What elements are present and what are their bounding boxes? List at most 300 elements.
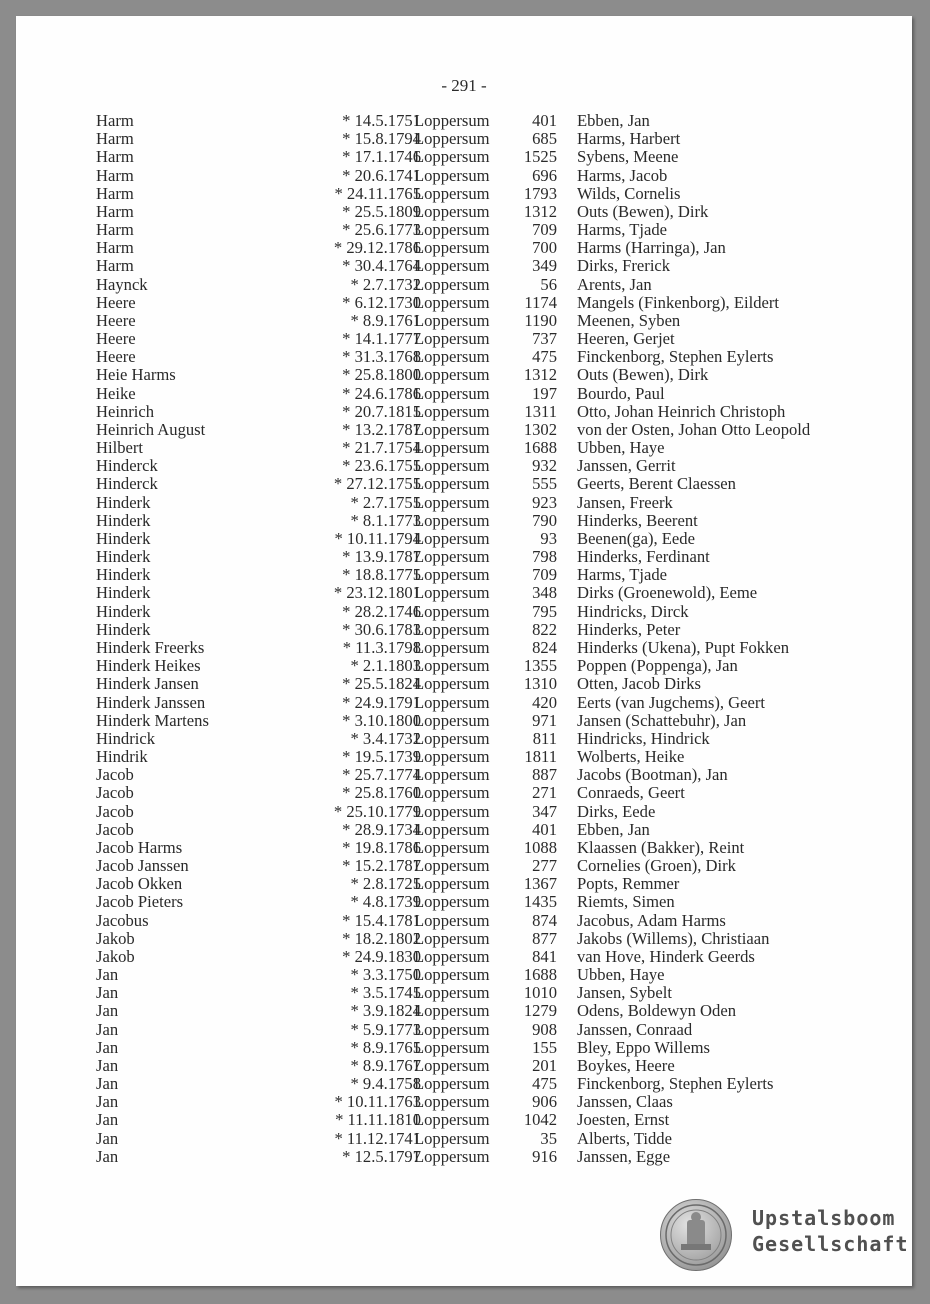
entry-parent: Hinderks (Ukena), Pupt Fokken [577,637,789,657]
entry-place: Loppersum [414,165,490,185]
entry-name: Jacob [96,765,134,785]
entry-row [16,475,912,493]
entry-place: Loppersum [414,619,490,639]
entry-name: Jacob [96,801,134,821]
entry-parent: Otten, Jacob Dirks [577,674,701,694]
entry-parent: Meenen, Syben [577,310,681,330]
entry-date: * 24.11.1765 [334,183,421,203]
entry-place: Loppersum [414,1001,490,1021]
entry-place: Loppersum [414,365,490,385]
seal-icon [660,1199,732,1271]
entry-row [16,821,912,839]
entry-number: 1367 [523,874,557,894]
entry-place: Loppersum [414,547,490,567]
entry-date: * 15.2.1787 [342,856,421,876]
entry-row [16,766,912,784]
entry-row [16,621,912,639]
logo-line-1: Upstalsboom [752,1206,896,1230]
entry-number: 1302 [523,419,557,439]
entry-parent: Bley, Eppo Willems [577,1037,710,1057]
entry-date: * 28.2.1746 [342,601,421,621]
entry-row [16,730,912,748]
entry-date: * 25.10.1779 [333,801,421,821]
entry-number: 1811 [524,747,557,767]
entry-parent: von der Osten, Johan Otto Leopold [577,419,811,439]
entry-parent: Dirks (Groenewold), Eeme [577,583,758,603]
entry-parent: Klaassen (Bakker), Reint [577,837,745,857]
entry-parent: Harms (Harringa), Jan [577,238,726,258]
entry-parent: Sybens, Meene [577,147,679,167]
entry-date: * 8.9.1761 [350,310,421,330]
entry-number: 347 [532,801,557,821]
entry-date: * 23.6.1755 [342,456,421,476]
entry-date: * 8.9.1767 [350,1055,421,1075]
entry-row [16,675,912,693]
entry-name: Jacobus [96,910,149,930]
entry-name: Jacob [96,819,134,839]
entry-number: 874 [532,910,557,930]
entry-name: Hinderck [96,474,158,494]
entry-row [16,1075,912,1093]
entry-parent: Wolberts, Heike [577,747,685,767]
entry-row [16,875,912,893]
entry-place: Loppersum [414,710,490,730]
entry-row [16,657,912,675]
entry-row [16,784,912,802]
entry-parent: Conraeds, Geert [577,783,685,803]
entry-name: Jan [96,1019,119,1039]
entry-name: Hinderk Freerks [96,637,205,657]
entry-parent: Janssen, Gerrit [577,456,676,476]
entry-date: * 8.1.1773 [350,510,421,530]
entry-parent: Finckenborg, Stephen Eylerts [577,1074,774,1094]
entry-parent: Bourdo, Paul [577,383,665,403]
entry-date: * 14.1.1777 [342,329,421,349]
entry-parent: Boykes, Heere [577,1055,675,1075]
entry-date: * 27.12.1755 [333,474,421,494]
entry-row [16,930,912,948]
entry-name: Heie Harms [96,365,176,385]
entry-parent: Heeren, Gerjet [577,329,675,349]
entry-name: Hinderk Janssen [96,692,206,712]
entry-parent: Eerts (van Jugchems), Geert [577,692,765,712]
entry-row [16,1039,912,1057]
entry-place: Loppersum [414,674,490,694]
entry-number: 1435 [523,892,557,912]
entry-number: 401 [532,819,557,839]
entry-parent: Cornelies (Groen), Dirk [577,856,736,876]
entry-place: Loppersum [414,1019,490,1039]
entry-name: Harm [96,147,134,167]
entry-date: * 3.9.1824 [350,1001,421,1021]
entry-place: Loppersum [414,147,490,167]
entry-place: Loppersum [414,383,490,403]
entry-place: Loppersum [414,528,490,548]
entry-name: Hinderk Heikes [96,656,201,676]
entry-date: * 20.6.1741 [342,165,421,185]
entry-place: Loppersum [414,765,490,785]
entry-name: Hindrick [96,728,155,748]
entry-date: * 25.5.1824 [342,674,421,694]
entry-row [16,912,912,930]
entry-row [16,112,912,130]
entry-number: 1042 [523,1110,557,1130]
entry-number: 1525 [523,147,557,167]
entry-place: Loppersum [414,310,490,330]
entry-place: Loppersum [414,783,490,803]
entry-name: Jan [96,1110,119,1130]
entry-name: Harm [96,256,134,276]
entry-name: Hilbert [96,438,144,458]
entry-row [16,239,912,257]
entry-place: Loppersum [414,656,490,676]
entry-parent: Finckenborg, Stephen Eylerts [577,347,774,367]
entry-row [16,1111,912,1129]
entry-number: 349 [532,256,557,276]
entry-date: * 3.10.1800 [342,710,421,730]
entry-row [16,203,912,221]
entry-row [16,130,912,148]
entry-parent: Jacobus, Adam Harms [577,910,726,930]
entry-date: * 23.12.1801 [333,583,421,603]
entry-number: 795 [532,601,557,621]
entry-number: 824 [532,637,557,657]
entry-name: Jacob Pieters [96,892,184,912]
entry-row [16,276,912,294]
entry-row [16,966,912,984]
entry-date: * 11.3.1798 [342,637,421,657]
entry-row [16,893,912,911]
entry-place: Loppersum [414,274,490,294]
entry-list [16,112,912,1166]
entry-place: Loppersum [414,220,490,240]
entry-date: * 19.5.1739 [342,747,421,767]
entry-name: Heere [96,347,136,367]
entry-name: Hinderk [96,619,151,639]
entry-date: * 12.5.1797 [342,1146,421,1166]
entry-date: * 10.11.1794 [334,528,421,548]
entry-date: * 24.9.1791 [342,692,421,712]
entry-row [16,366,912,384]
entry-name: Heere [96,329,136,349]
entry-date: * 5.9.1773 [350,1019,421,1039]
entry-parent: Hindricks, Dirck [577,601,689,621]
entry-row [16,1002,912,1020]
entry-place: Loppersum [414,1037,490,1057]
entry-place: Loppersum [414,728,490,748]
entry-parent: Ebben, Jan [577,111,650,130]
entry-name: Jan [96,983,119,1003]
entry-date: * 18.8.1775 [342,565,421,585]
entry-name: Jan [96,1092,119,1112]
entry-name: Heinrich [96,401,155,421]
entry-number: 877 [532,928,557,948]
entry-number: 923 [532,492,557,512]
entry-date: * 3.4.1732 [350,728,421,748]
entry-number: 685 [532,129,557,149]
entry-parent: Riemts, Simen [577,892,675,912]
entry-date: * 14.5.1751 [342,111,421,130]
entry-date: * 19.8.1786 [342,837,421,857]
entry-number: 401 [532,111,557,130]
entry-number: 1010 [523,983,557,1003]
entry-number: 155 [532,1037,557,1057]
entry-row [16,148,912,166]
entry-row [16,330,912,348]
entry-date: * 15.8.1794 [342,129,421,149]
entry-parent: Alberts, Tidde [577,1128,672,1148]
entry-number: 811 [532,728,557,748]
entry-parent: Hinderks, Beerent [577,510,698,530]
entry-date: * 15.4.1781 [342,910,421,930]
entry-name: Hinderk Martens [96,710,209,730]
entry-place: Loppersum [414,183,490,203]
entry-place: Loppersum [414,747,490,767]
entry-place: Loppersum [414,837,490,857]
entry-parent: Jansen, Freerk [577,492,673,512]
entry-place: Loppersum [414,946,490,966]
entry-date: * 3.5.1745 [350,983,421,1003]
entry-name: Haynck [96,274,148,294]
entry-name: Hinderk [96,492,151,512]
entry-date: * 30.4.1764 [342,256,421,276]
entry-number: 56 [540,274,557,294]
entry-number: 201 [532,1055,557,1075]
entry-number: 1311 [524,401,557,421]
entry-place: Loppersum [414,856,490,876]
entry-place: Loppersum [414,129,490,149]
entry-place: Loppersum [414,492,490,512]
entry-parent: Joesten, Ernst [577,1110,670,1130]
entry-name: Harm [96,111,134,130]
entry-number: 908 [532,1019,557,1039]
entry-number: 1279 [523,1001,557,1021]
entry-date: * 2.8.1725 [350,874,421,894]
entry-place: Loppersum [414,874,490,894]
entry-place: Loppersum [414,1146,490,1166]
entry-name: Jacob [96,783,134,803]
entry-place: Loppersum [414,1110,490,1130]
entry-place: Loppersum [414,401,490,421]
entry-number: 93 [540,528,557,548]
entry-number: 1688 [523,438,557,458]
entry-place: Loppersum [414,1092,490,1112]
entry-place: Loppersum [414,983,490,1003]
entry-date: * 31.3.1768 [342,347,421,367]
entry-parent: Ebben, Jan [577,819,650,839]
entry-date: * 18.2.1802 [342,928,421,948]
entry-parent: Hinderks, Peter [577,619,681,639]
entry-date: * 28.9.1734 [342,819,421,839]
entry-date: * 30.6.1783 [342,619,421,639]
entry-number: 822 [532,619,557,639]
entry-name: Jakob [96,928,135,948]
entry-name: Jan [96,1001,119,1021]
entry-row [16,221,912,239]
entry-row [16,348,912,366]
entry-date: * 11.11.1810 [335,1110,421,1130]
entry-name: Heere [96,292,136,312]
entry-row [16,1148,912,1166]
entry-name: Jacob Harms [96,837,183,857]
entry-parent: Arents, Jan [577,274,652,294]
entry-date: * 2.7.1755 [350,492,421,512]
entry-number: 475 [532,347,557,367]
entry-number: 798 [532,547,557,567]
entry-name: Harm [96,238,134,258]
entry-parent: Harms, Tjade [577,565,668,585]
entry-name: Jakob [96,946,135,966]
document-page [16,16,912,1286]
entry-name: Jacob Janssen [96,856,189,876]
entry-parent: Otto, Johan Heinrich Christoph [577,401,786,421]
entry-number: 709 [532,565,557,585]
entry-row [16,694,912,712]
entry-place: Loppersum [414,601,490,621]
entry-number: 1310 [523,674,557,694]
entry-place: Loppersum [414,1055,490,1075]
publisher-logo [660,1199,909,1271]
entry-row [16,385,912,403]
entry-place: Loppersum [414,819,490,839]
entry-parent: Dirks, Frerick [577,256,671,276]
entry-name: Jan [96,1037,119,1057]
entry-row [16,748,912,766]
entry-number: 906 [532,1092,557,1112]
entry-parent: Hindricks, Hindrick [577,728,710,748]
entry-name: Hinderk [96,583,151,603]
entry-place: Loppersum [414,583,490,603]
entry-number: 790 [532,510,557,530]
entry-row [16,1057,912,1075]
entry-name: Hinderck [96,456,158,476]
entry-row [16,603,912,621]
entry-parent: Ubben, Haye [577,965,665,985]
entry-parent: Ubben, Haye [577,438,665,458]
entry-row [16,639,912,657]
entry-row [16,1130,912,1148]
entry-date: * 24.9.1830 [342,946,421,966]
entry-name: Harm [96,183,134,203]
entry-row [16,494,912,512]
entry-number: 1190 [524,310,557,330]
entry-row [16,530,912,548]
entry-place: Loppersum [414,292,490,312]
entry-place: Loppersum [414,1128,490,1148]
entry-date: * 10.11.1763 [334,1092,421,1112]
entry-name: Hinderk [96,601,151,621]
entry-date: * 25.6.1773 [342,220,421,240]
entry-date: * 2.1.1803 [350,656,421,676]
entry-date: * 21.7.1754 [342,438,421,458]
entry-date: * 25.5.1809 [342,201,421,221]
entry-name: Jan [96,1146,119,1166]
entry-number: 348 [532,583,557,603]
entry-name: Heere [96,310,136,330]
entry-place: Loppersum [414,111,490,130]
entry-row [16,548,912,566]
entry-number: 555 [532,474,557,494]
entry-date: * 2.7.1732 [350,274,421,294]
entry-date: * 17.1.1746 [342,147,421,167]
entry-place: Loppersum [414,510,490,530]
entry-row [16,712,912,730]
entry-place: Loppersum [414,892,490,912]
entry-number: 197 [532,383,557,403]
entry-name: Hinderk [96,510,151,530]
entry-row [16,857,912,875]
entry-number: 916 [532,1146,557,1166]
entry-parent: Jansen (Schattebuhr), Jan [577,710,747,730]
entry-row [16,584,912,602]
entry-name: Hinderk Jansen [96,674,199,694]
entry-name: Hindrik [96,747,148,767]
entry-number: 1793 [523,183,557,203]
entry-row [16,439,912,457]
entry-parent: Jacobs (Bootman), Jan [577,765,728,785]
entry-parent: Harms, Tjade [577,220,668,240]
entry-number: 1088 [523,837,557,857]
entry-number: 1174 [524,292,557,312]
entry-parent: Janssen, Conraad [577,1019,693,1039]
entry-name: Jan [96,1074,119,1094]
entry-row [16,948,912,966]
entry-row [16,803,912,821]
entry-parent: Outs (Bewen), Dirk [577,365,709,385]
entry-row [16,512,912,530]
entry-parent: Janssen, Claas [577,1092,673,1112]
entry-parent: Jakobs (Willems), Christiaan [577,928,770,948]
entry-number: 271 [532,783,557,803]
entry-row [16,984,912,1002]
entry-date: * 25.8.1800 [342,365,421,385]
entry-number: 1355 [523,656,557,676]
entry-place: Loppersum [414,801,490,821]
entry-date: * 6.12.1730 [342,292,421,312]
entry-row [16,566,912,584]
entry-name: Jan [96,1128,119,1148]
entry-parent: Geerts, Berent Claessen [577,474,736,494]
entry-place: Loppersum [414,1074,490,1094]
entry-row [16,1021,912,1039]
entry-place: Loppersum [414,256,490,276]
entry-number: 709 [532,220,557,240]
entry-row [16,457,912,475]
page-number: - 291 - [441,76,487,95]
entry-number: 420 [532,692,557,712]
entry-name: Hinderk [96,547,151,567]
entry-number: 696 [532,165,557,185]
entry-name: Harm [96,220,134,240]
logo-line-2: Gesellschaft [752,1232,909,1256]
entry-number: 277 [532,856,557,876]
entry-place: Loppersum [414,201,490,221]
entry-place: Loppersum [414,928,490,948]
entry-date: * 4.8.1739 [350,892,421,912]
entry-parent: Dirks, Eede [577,801,656,821]
entry-number: 700 [532,238,557,258]
entry-parent: Outs (Bewen), Dirk [577,201,709,221]
entry-place: Loppersum [414,347,490,367]
logo-text [752,1205,909,1257]
entry-parent: Poppen (Poppenga), Jan [577,656,738,676]
entry-date: * 9.4.1758 [350,1074,421,1094]
entry-place: Loppersum [414,965,490,985]
entry-place: Loppersum [414,238,490,258]
entry-date: * 13.9.1787 [342,547,421,567]
entry-place: Loppersum [414,637,490,657]
entry-place: Loppersum [414,692,490,712]
